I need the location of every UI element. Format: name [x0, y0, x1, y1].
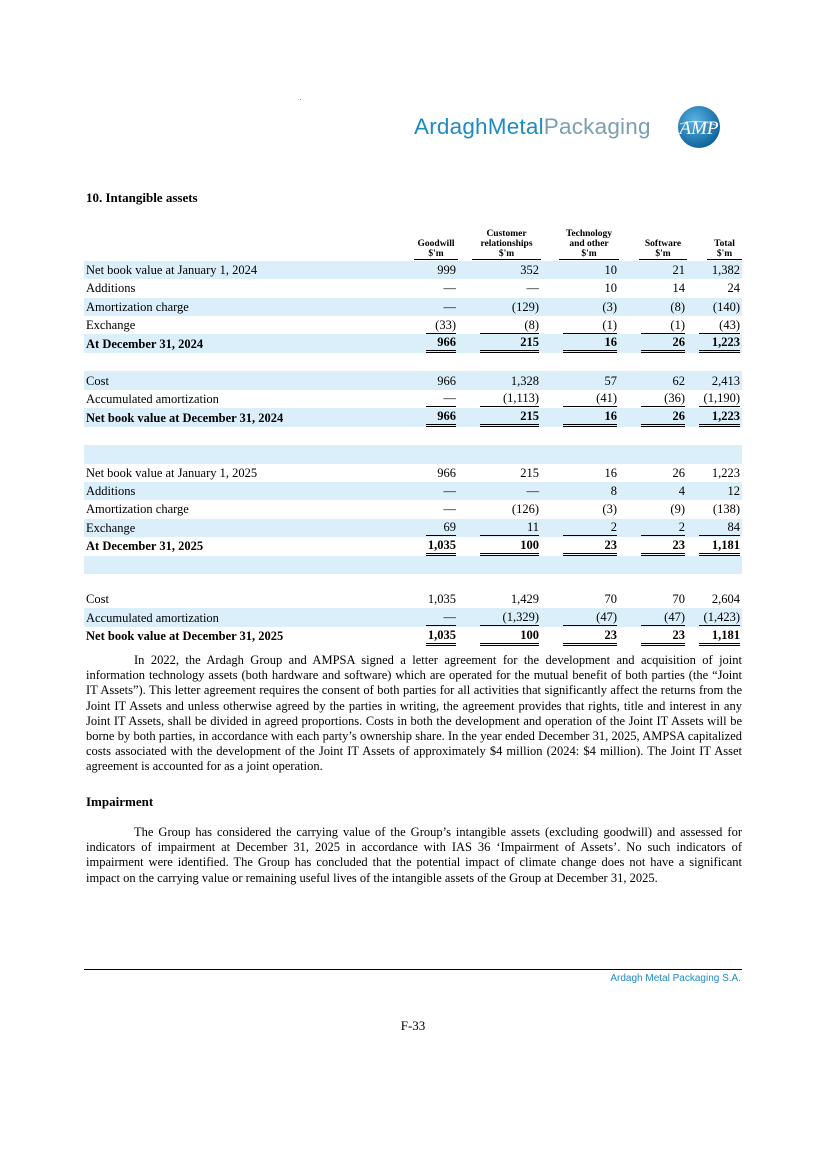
col-header-label: relationships — [480, 239, 533, 249]
cell-value — [458, 608, 541, 626]
cell-text: 16 — [563, 408, 617, 427]
row-label: Exchange — [84, 519, 414, 537]
table-row — [84, 608, 742, 626]
cell-value: 14 — [672, 281, 685, 296]
cell-text: (47) — [641, 609, 685, 626]
logo-wordmark-part2: Packaging — [543, 114, 651, 139]
table-row — [84, 408, 742, 427]
footer-divider — [84, 969, 742, 970]
cell-value — [414, 627, 458, 646]
cell-value: 4 — [619, 482, 687, 500]
cell-value: 8 — [541, 482, 619, 500]
cell-value — [687, 537, 742, 556]
cell-value — [687, 316, 742, 334]
cell-value: 10 — [541, 261, 619, 279]
logo-wordmark-part1: ArdaghMetal — [414, 114, 544, 139]
cell-text: 1,223 — [699, 334, 740, 353]
cell-value — [619, 334, 687, 353]
impairment-text: The Group has considered the carrying value of the Group’s intangible assets (excluding goodwill) and assessed for indicators of impairment at December 31, 2025 in accordance with IAS 36 ‘Impairment of Assets’. No such indicators of impairment were identified. The Group has concluded that the potential impact of climate change does not have a significant impact on the carrying value or remaining useful lives of the intangible assets of the Group at December 31, 2025. — [86, 825, 742, 885]
cell-text: 11 — [480, 519, 539, 536]
cell-value — [541, 519, 619, 537]
cell-value — [541, 334, 619, 353]
row-label: At December 31, 2025 — [86, 539, 204, 554]
cell-value: — — [414, 298, 458, 316]
cell-value: 62 — [619, 371, 687, 389]
cell-value — [687, 390, 742, 408]
spacer-row — [84, 574, 742, 590]
cell-value: 1,328 — [458, 371, 541, 389]
cell-value: 21 — [619, 261, 687, 279]
row-label: Amortization charge — [86, 502, 189, 517]
logo-mark-text: AMP — [679, 118, 719, 139]
cell-value — [687, 519, 742, 537]
joint-it-text: In 2022, the Ardagh Group and AMPSA signed a letter agreement for the development and acquisition of joint information technology assets (both hardware and software) which are operated for the mutual benefit of both parties (the “Joint IT Assets”). This letter agreement requires the consent of both parties for all activities that significantly affect the returns from the Joint IT Assets and unless otherwise agreed by the parties in writing, the agreement provides that rights, title and interest in any Joint IT Assets, shall be divided in agreed proportions. Costs in both the development and operation of the Joint IT Assets will be borne by both parties, in accordance with each party’s ownership share. In the year ended December 31, 2025, AMPSA capitalized costs associated with the development of the Joint IT Assets of approximately $4 million (2024: $4 million). The Joint IT Asset agreement is accounted for as a joint operation. — [86, 653, 742, 774]
row-label: Cost — [84, 371, 414, 389]
cell-value: 70 — [672, 592, 685, 607]
col-header-label: Software — [644, 239, 682, 249]
table-header-row — [84, 222, 742, 261]
cell-text: (1,423) — [699, 609, 740, 626]
cell-value: 70 — [604, 592, 617, 607]
table-row — [84, 261, 742, 279]
cell-value — [687, 627, 742, 646]
row-label: Cost — [86, 592, 109, 607]
table-row — [84, 298, 742, 316]
cell-value — [458, 316, 541, 334]
col-header-unit: $'m — [472, 249, 541, 260]
cell-text: (43) — [699, 317, 740, 334]
cell-value — [541, 537, 619, 556]
table-row — [84, 334, 742, 353]
col-header-unit: $'m — [559, 249, 619, 260]
cell-value: 966 — [414, 371, 458, 389]
cell-value — [541, 316, 619, 334]
cell-value: 1,223 — [711, 465, 740, 480]
cell-text: 2 — [641, 519, 685, 536]
cell-value: 2,604 — [711, 592, 740, 607]
cell-value — [414, 390, 458, 408]
cell-value — [458, 390, 541, 408]
cell-value: 12 — [687, 482, 742, 500]
cell-value — [687, 608, 742, 626]
cell-text: (36) — [641, 390, 685, 407]
cell-text: 23 — [563, 627, 617, 646]
cell-value — [619, 627, 687, 646]
cell-value: (126) — [511, 502, 539, 517]
cell-value — [541, 608, 619, 626]
impairment-heading: Impairment — [86, 794, 154, 809]
cell-value: 1,035 — [427, 592, 456, 607]
table-row — [84, 371, 742, 389]
cell-value — [458, 408, 541, 427]
cell-value: — — [526, 281, 539, 296]
cell-value — [458, 537, 541, 556]
col-header-software — [619, 222, 687, 261]
cell-value: 57 — [541, 371, 619, 389]
cell-text: 1,035 — [426, 627, 456, 646]
cell-value: (129) — [458, 298, 541, 316]
table-row — [84, 519, 742, 537]
stray-dot — [300, 99, 301, 100]
col-header-total — [687, 222, 742, 261]
company-logo — [414, 104, 734, 154]
col-header-unit: $'m — [707, 249, 742, 260]
cell-text: 1,181 — [699, 627, 740, 646]
cell-text: (1) — [563, 317, 617, 334]
row-label: Net book value at January 1, 2024 — [84, 261, 414, 279]
cell-text: (1,113) — [480, 390, 539, 407]
cell-value: 1,382 — [687, 261, 742, 279]
cell-value — [619, 390, 687, 408]
cell-value — [414, 408, 458, 427]
section-title: 10. Intangible assets — [86, 190, 198, 205]
row-label: Exchange — [86, 318, 136, 333]
cell-text: — — [426, 390, 456, 407]
cell-value: 10 — [604, 281, 617, 296]
cell-value: — — [443, 502, 456, 517]
cell-text: 23 — [641, 537, 685, 556]
cell-value: (3) — [541, 298, 619, 316]
cell-value: (3) — [602, 502, 617, 517]
impairment-paragraph — [86, 825, 742, 886]
col-header-unit: $'m — [639, 249, 687, 260]
col-header-label: and other — [569, 239, 609, 249]
table-row — [84, 316, 742, 334]
table-row — [84, 590, 742, 608]
cell-text: (41) — [563, 390, 617, 407]
cell-value — [687, 408, 742, 427]
cell-value — [414, 608, 458, 626]
cell-value: 26 — [672, 465, 685, 480]
cell-text: 1,181 — [699, 537, 740, 556]
row-label: At December 31, 2024 — [84, 334, 414, 353]
cell-text: 2 — [563, 519, 617, 536]
col-header-label: Goodwill — [417, 239, 455, 249]
row-label: Net book value at December 31, 2024 — [84, 408, 414, 427]
cell-value — [458, 627, 541, 646]
cell-value — [541, 408, 619, 427]
cell-value — [687, 334, 742, 353]
cell-text: 84 — [699, 519, 740, 536]
cell-value — [414, 334, 458, 353]
cell-value: 24 — [727, 281, 740, 296]
table-row — [84, 464, 742, 482]
cell-value — [619, 608, 687, 626]
cell-text: 23 — [641, 627, 685, 646]
row-label: Additions — [84, 482, 414, 500]
cell-value: — — [458, 482, 541, 500]
row-label: Net book value at January 1, 2025 — [86, 465, 258, 480]
cell-text: 69 — [426, 519, 456, 536]
cell-text: 26 — [641, 408, 685, 427]
logo-wordmark — [414, 114, 651, 140]
cell-value: 215 — [520, 465, 539, 480]
cell-value — [619, 537, 687, 556]
cell-text: 1,223 — [699, 408, 740, 427]
col-header-technology — [541, 222, 619, 261]
table-row — [84, 482, 742, 500]
cell-text: 100 — [480, 627, 539, 646]
cell-text: (1) — [641, 317, 685, 334]
cell-text: (33) — [426, 317, 456, 334]
cell-value: 16 — [604, 465, 617, 480]
cell-value: 1,429 — [510, 592, 539, 607]
spacer-row-shaded — [84, 445, 742, 463]
row-label: Amortization charge — [84, 298, 414, 316]
cell-value: (138) — [712, 502, 740, 517]
cell-text: — — [426, 609, 456, 626]
cell-text: 215 — [480, 334, 539, 353]
cell-text: 100 — [480, 537, 539, 556]
col-header-goodwill — [414, 222, 458, 261]
cell-text: 26 — [641, 334, 685, 353]
cell-value: 966 — [437, 465, 456, 480]
col-header-line1: Technology — [565, 229, 613, 239]
cell-value — [619, 519, 687, 537]
col-header-unit: $'m — [414, 249, 458, 260]
cell-text: (1,329) — [480, 609, 539, 626]
intangible-assets-table — [84, 222, 742, 646]
cell-value — [458, 334, 541, 353]
row-label: Net book value at December 31, 2025 — [86, 629, 284, 644]
cell-text: (8) — [480, 317, 539, 334]
cell-value — [458, 519, 541, 537]
row-label: Accumulated amortization — [84, 608, 414, 626]
cell-value — [414, 316, 458, 334]
cell-text: 23 — [563, 537, 617, 556]
cell-text: 16 — [563, 334, 617, 353]
cell-text: 1,035 — [426, 537, 456, 556]
cell-value: 2,413 — [687, 371, 742, 389]
cell-value — [619, 316, 687, 334]
cell-value: — — [414, 482, 458, 500]
col-header-line1: Customer — [486, 229, 527, 239]
cell-text: (1,190) — [699, 390, 740, 407]
table-row — [84, 390, 742, 408]
row-label: Additions — [86, 281, 136, 296]
cell-value: (9) — [670, 502, 685, 517]
spacer-row — [84, 353, 742, 371]
footer-company-name: Ardagh Metal Packaging S.A. — [610, 973, 741, 984]
table-row — [84, 627, 742, 646]
cell-value: — — [443, 281, 456, 296]
cell-value — [541, 390, 619, 408]
header-spacer — [84, 222, 414, 261]
cell-value — [619, 408, 687, 427]
cell-text: 966 — [426, 334, 456, 353]
row-label: Accumulated amortization — [86, 391, 219, 406]
col-header-customer — [458, 222, 541, 261]
cell-text: 966 — [426, 408, 456, 427]
spacer-row — [84, 427, 742, 445]
col-header-label: Total — [714, 239, 735, 249]
table-row — [84, 537, 742, 556]
cell-value: (8) — [619, 298, 687, 316]
joint-it-paragraph — [86, 653, 742, 775]
cell-text: 215 — [480, 408, 539, 427]
amp-logo-icon — [676, 104, 722, 150]
table-row — [84, 279, 742, 297]
page-number: F-33 — [400, 1018, 426, 1033]
cell-value: 352 — [458, 261, 541, 279]
cell-value: (140) — [687, 298, 742, 316]
cell-value — [541, 627, 619, 646]
table-row — [84, 500, 742, 518]
cell-value — [414, 537, 458, 556]
spacer-row-shaded — [84, 556, 742, 574]
cell-value: 999 — [414, 261, 458, 279]
cell-text: (47) — [563, 609, 617, 626]
cell-value — [414, 519, 458, 537]
